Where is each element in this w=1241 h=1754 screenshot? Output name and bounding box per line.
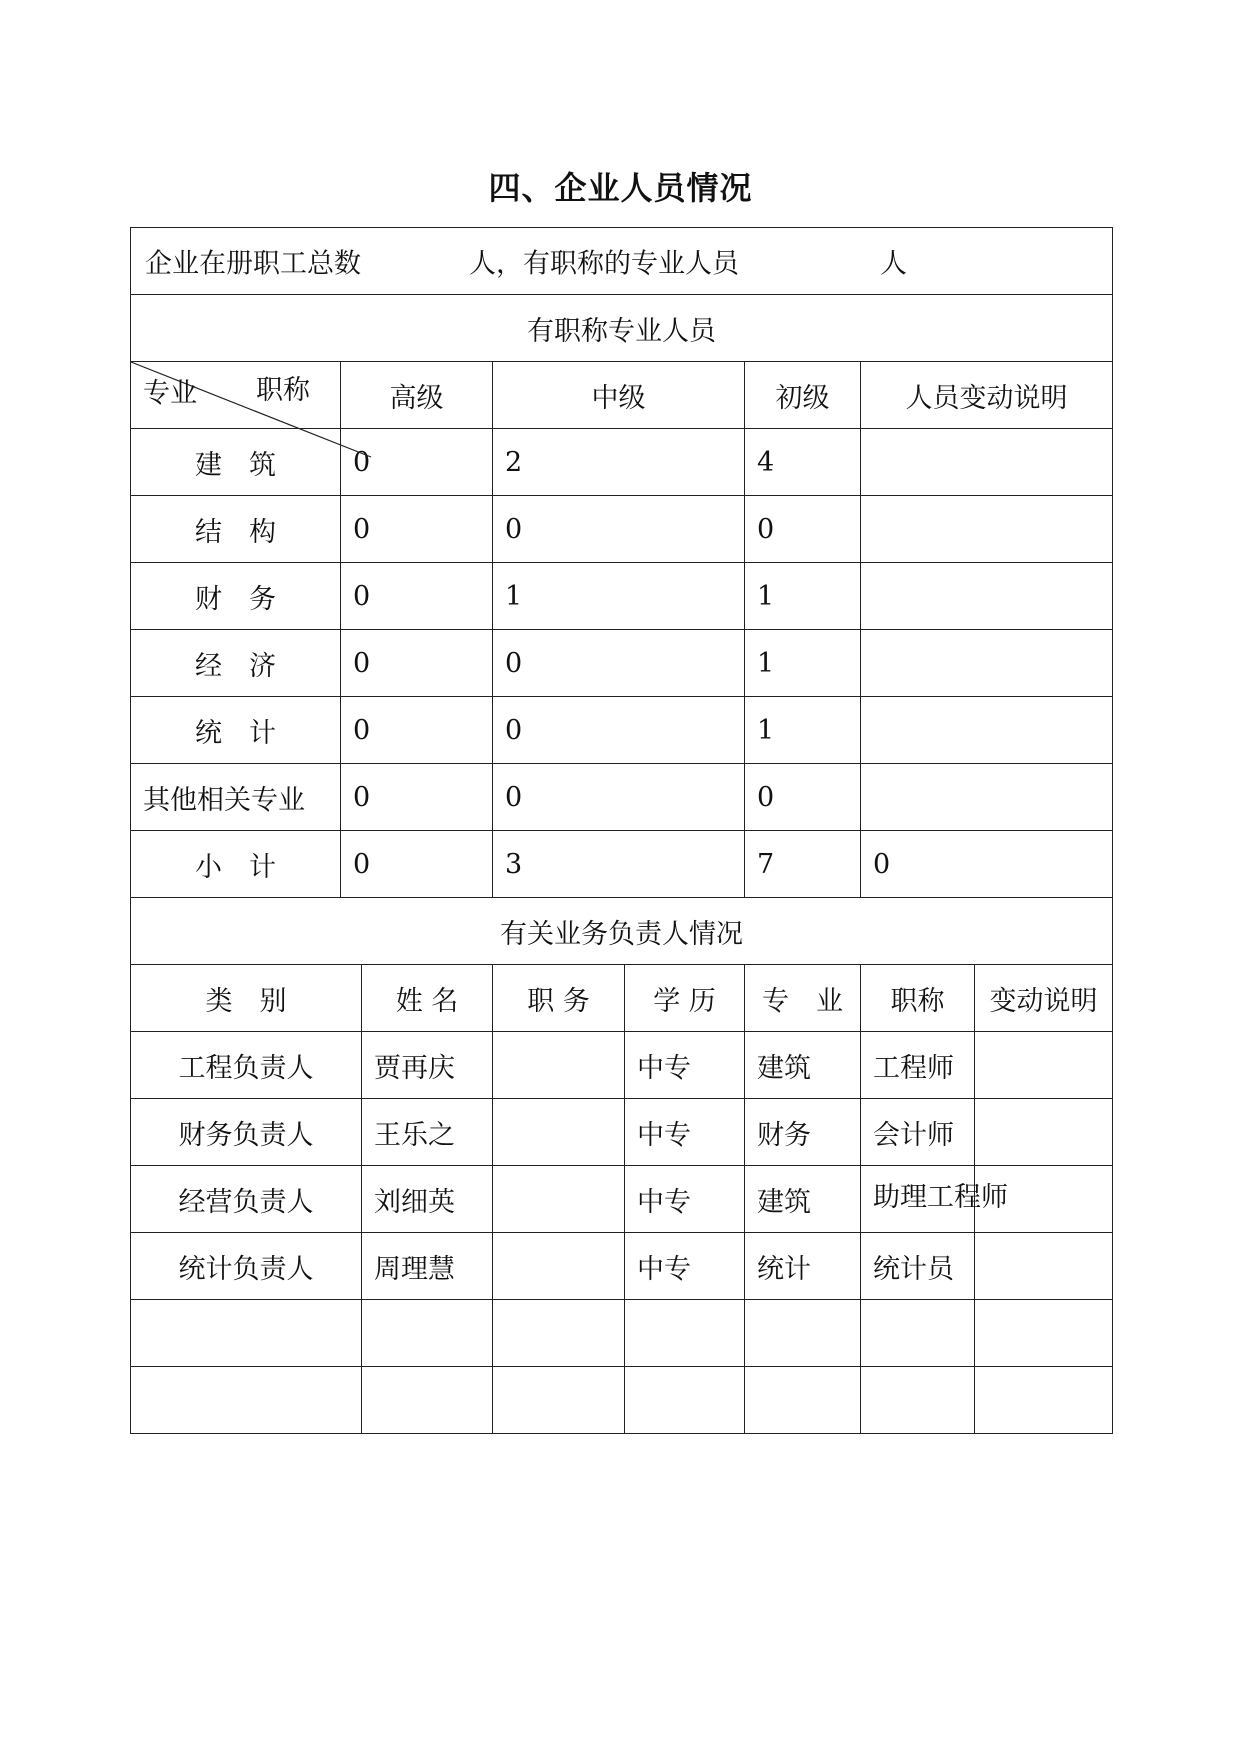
cell-education (625, 1367, 745, 1434)
cell-position (493, 1233, 625, 1300)
header-major: 专 业 (745, 965, 861, 1032)
cell-change (975, 1300, 1113, 1367)
cell-senior: 0 (341, 630, 493, 697)
header-name: 姓 名 (362, 965, 493, 1032)
cell-title: 统计员 (861, 1233, 975, 1300)
row-label: 统 计 (131, 697, 341, 764)
cell-major: 统计 (745, 1233, 861, 1300)
cell-junior: 1 (745, 697, 861, 764)
cell-junior: 1 (745, 563, 861, 630)
header-position: 职 务 (493, 965, 625, 1032)
header-title: 职称 (861, 965, 975, 1032)
section2-header-row (131, 965, 1113, 1032)
cell-education (625, 1300, 745, 1367)
personnel-form (130, 227, 1112, 1434)
page-title: 四、企业人员情况 (488, 169, 753, 207)
cell-title (861, 1367, 975, 1434)
cell-change-note (861, 764, 1113, 831)
section1-title: 有职称专业人员 (131, 295, 1113, 362)
cell-change-note (861, 429, 1113, 496)
cell-junior: 4 (745, 429, 861, 496)
cell-senior: 0 (341, 697, 493, 764)
row-label: 经 济 (131, 630, 341, 697)
cell-title: 助理工程师 (861, 1166, 975, 1233)
header-senior: 高级 (341, 362, 493, 429)
header-change: 变动说明 (975, 965, 1113, 1032)
cell-junior: 0 (745, 496, 861, 563)
corner-title-label: 职称 (256, 375, 310, 406)
cell-intermediate: 2 (493, 429, 745, 496)
summary-unit-label: 人 (880, 248, 907, 280)
cell-position (493, 1166, 625, 1233)
cell-senior: 0 (341, 764, 493, 831)
cell-senior: 0 (341, 563, 493, 630)
cell-senior: 0 (341, 429, 493, 496)
header-change-note: 人员变动说明 (861, 362, 1113, 429)
cell-category: 财务负责人 (131, 1099, 362, 1166)
section2-title: 有关业务负责人情况 (131, 898, 1113, 965)
cell-major: 建筑 (745, 1166, 861, 1233)
summary-staff-total-label: 企业在册职工总数 (145, 248, 361, 280)
cell-position (493, 1367, 625, 1434)
row-label: 结 构 (131, 496, 341, 563)
cell-intermediate: 1 (493, 563, 745, 630)
cell-senior: 0 (341, 496, 493, 563)
cell-intermediate: 0 (493, 764, 745, 831)
table-row (131, 1032, 1113, 1099)
table-row (131, 1300, 1113, 1367)
cell-change-note: 0 (861, 831, 1113, 898)
cell-change (975, 1367, 1113, 1434)
cell-change (975, 1233, 1113, 1300)
cell-change-note (861, 496, 1113, 563)
cell-major: 建筑 (745, 1032, 861, 1099)
row-label: 小 计 (131, 831, 341, 898)
cell-name: 王乐之 (362, 1099, 493, 1166)
summary-titled-staff-label: 人，有职称的专业人员 (469, 248, 739, 280)
corner-major-label: 专业 (143, 378, 197, 409)
cell-position (493, 1032, 625, 1099)
table-row (131, 1367, 1113, 1434)
corner-diagonal-cell (131, 362, 341, 429)
cell-category (131, 1300, 362, 1367)
header-education: 学 历 (625, 965, 745, 1032)
cell-name: 贾再庆 (362, 1032, 493, 1099)
section1-title-row (131, 295, 1113, 362)
cell-name (362, 1300, 493, 1367)
cell-senior: 0 (341, 831, 493, 898)
cell-name: 周理慧 (362, 1233, 493, 1300)
table-row (131, 630, 1113, 697)
cell-title: 会计师 (861, 1099, 975, 1166)
header-junior: 初级 (745, 362, 861, 429)
section2-title-row (131, 898, 1113, 965)
cell-education: 中专 (625, 1099, 745, 1166)
cell-change (975, 1099, 1113, 1166)
header-intermediate: 中级 (493, 362, 745, 429)
row-label: 建 筑 (131, 429, 341, 496)
table-row (131, 1166, 1113, 1233)
header-category: 类 别 (131, 965, 362, 1032)
cell-change-note (861, 697, 1113, 764)
cell-intermediate: 0 (493, 630, 745, 697)
table-row (131, 563, 1113, 630)
cell-major: 财务 (745, 1099, 861, 1166)
cell-name (362, 1367, 493, 1434)
cell-position (493, 1300, 625, 1367)
cell-category: 经营负责人 (131, 1166, 362, 1233)
cell-junior: 0 (745, 764, 861, 831)
row-label: 财 务 (131, 563, 341, 630)
cell-change-note (861, 630, 1113, 697)
cell-category (131, 1367, 362, 1434)
table-row (131, 496, 1113, 563)
cell-major (745, 1300, 861, 1367)
cell-name: 刘细英 (362, 1166, 493, 1233)
cell-intermediate: 0 (493, 697, 745, 764)
summary-row (131, 228, 1113, 295)
table-row (131, 1099, 1113, 1166)
cell-education: 中专 (625, 1166, 745, 1233)
cell-education: 中专 (625, 1233, 745, 1300)
cell-junior: 7 (745, 831, 861, 898)
cell-category: 工程负责人 (131, 1032, 362, 1099)
table-row (131, 1233, 1113, 1300)
subtotal-row (131, 831, 1113, 898)
cell-education: 中专 (625, 1032, 745, 1099)
table-row (131, 764, 1113, 831)
cell-intermediate: 3 (493, 831, 745, 898)
cell-intermediate: 0 (493, 496, 745, 563)
cell-title: 工程师 (861, 1032, 975, 1099)
cell-junior: 1 (745, 630, 861, 697)
cell-title (861, 1300, 975, 1367)
personnel-table (130, 227, 1113, 1434)
cell-category: 统计负责人 (131, 1233, 362, 1300)
row-label: 其他相关专业 (131, 764, 341, 831)
cell-change (975, 1032, 1113, 1099)
cell-change-note (861, 563, 1113, 630)
cell-position (493, 1099, 625, 1166)
cell-major (745, 1367, 861, 1434)
section1-header-row (131, 362, 1113, 429)
table-row (131, 697, 1113, 764)
